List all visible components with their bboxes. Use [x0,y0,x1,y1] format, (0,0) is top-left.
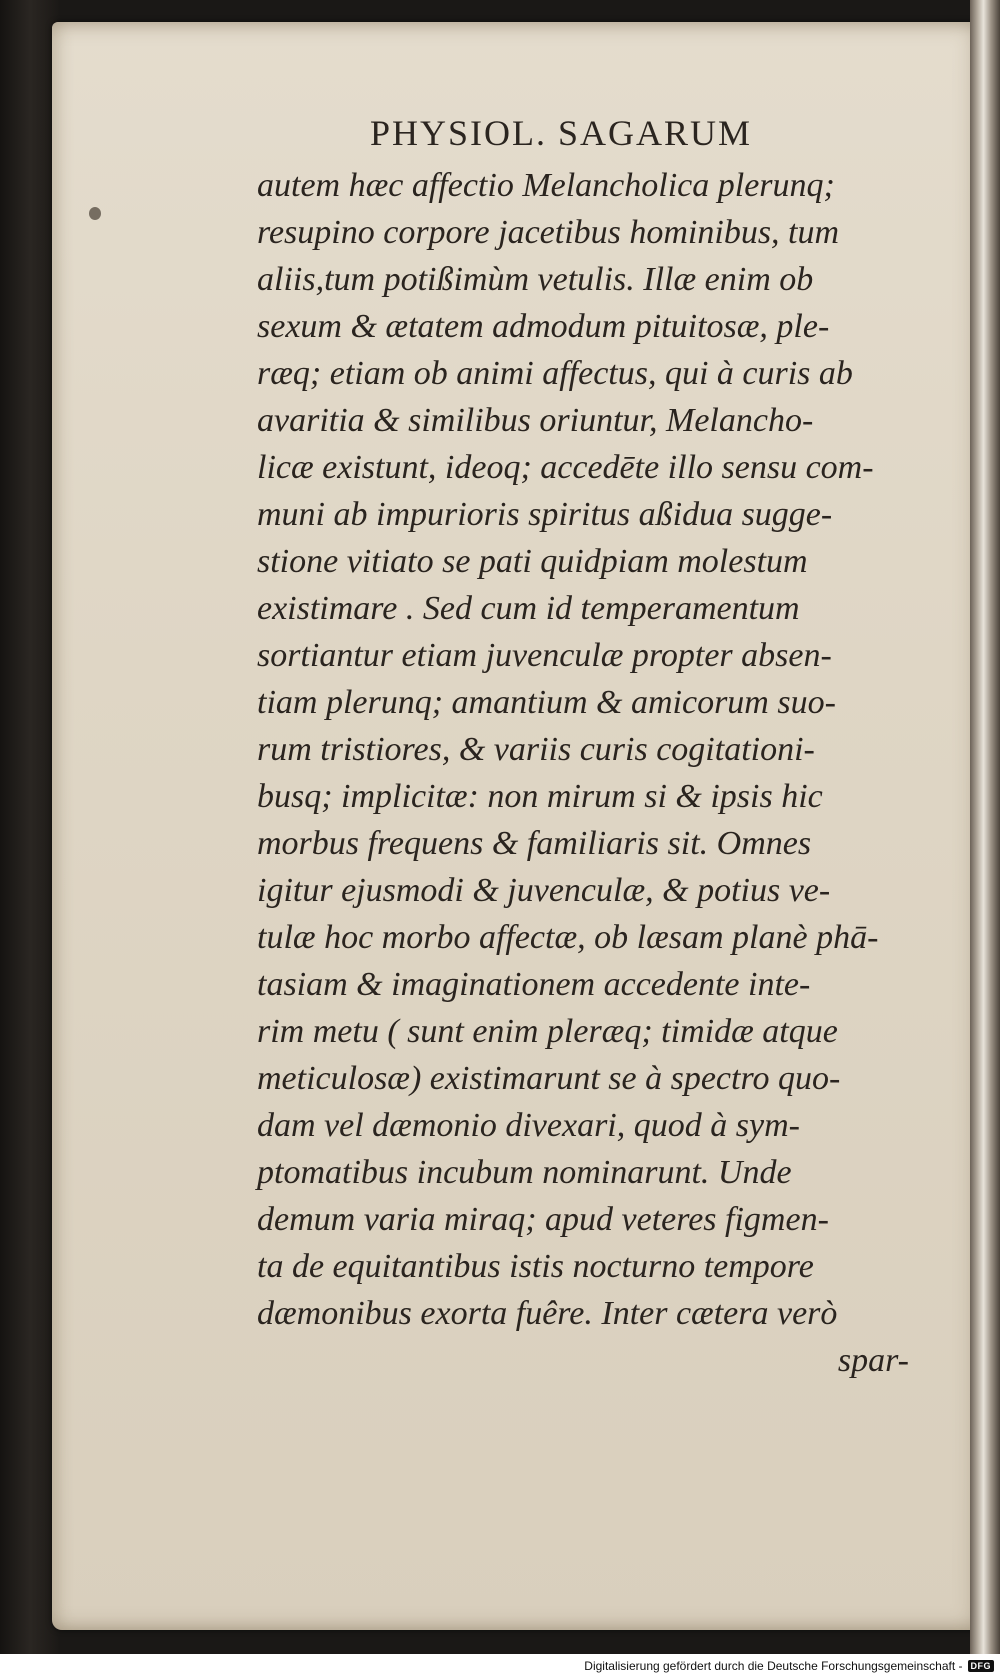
text-line: avaritia & similibus oriuntur, Melancho- [257,402,814,439]
text-line: licæ existunt, ideoq; accedēte illo sensu com- [257,449,874,486]
paper-speck [89,207,101,220]
running-header: PHYSIOL. SAGARUM [370,113,753,153]
text-line: rum tristiores, & variis curis cogitationi- [257,731,815,768]
text-line: autem hæc affectio Melancholica plerunq; [257,167,835,204]
text-line: sexum & ætatem admodum pituitosæ, ple- [257,308,830,345]
text-line: existimare . Sed cum id temperamentum [257,590,800,627]
dfg-logo-icon: DFG [968,1660,995,1672]
digitization-footer [0,1654,1000,1678]
text-line: dæmonibus exorta fuêre. Inter cætera verò [257,1295,838,1332]
text-line: dam vel dæmonio divexari, quod à sym- [257,1107,800,1144]
footer-credit: Digitalisierung gefördert durch die Deutsche Forschungsgemeinschaft - [584,1659,963,1673]
page-gutter [970,0,1000,1654]
text-line: meticulosæ) existimarunt se à spectro quo- [257,1060,841,1097]
text-line: tasiam & imaginationem accedente inte- [257,966,811,1003]
text-line: sortiantur etiam juvenculæ propter absen- [257,637,832,674]
text-line: tulæ hoc morbo affectæ, ob læsam planè phā- [257,919,879,956]
text-line: ræq; etiam ob animi affectus, qui à curis ab [257,355,853,392]
text-line: busq; implicitæ: non mirum si & ipsis hic [257,778,823,815]
catchword: spar- [837,1342,909,1379]
text-line: igitur ejusmodi & juvenculæ, & potius ve- [257,872,831,909]
body-text [257,162,917,1384]
text-line: rim metu ( sunt enim pleræq; timidæ atque [257,1013,838,1050]
text-line: morbus frequens & familiaris sit. Omnes [257,825,812,862]
text-line: stione vitiato se pati quidpiam molestum [257,543,808,580]
text-line: ta de equitantibus istis nocturno tempore [257,1248,814,1285]
text-line: ptomatibus incubum nominarunt. Unde [257,1154,792,1191]
text-line: muni ab impurioris spiritus aßidua sugge- [257,496,833,533]
text-line: aliis,tum potißimùm vetulis. Illæ enim ob [257,261,814,298]
text-line: tiam plerunq; amantium & amicorum suo- [257,684,836,721]
text-line: demum varia miraq; apud veteres figmen- [257,1201,829,1238]
text-line: resupino corpore jacetibus hominibus, tum [257,214,840,251]
